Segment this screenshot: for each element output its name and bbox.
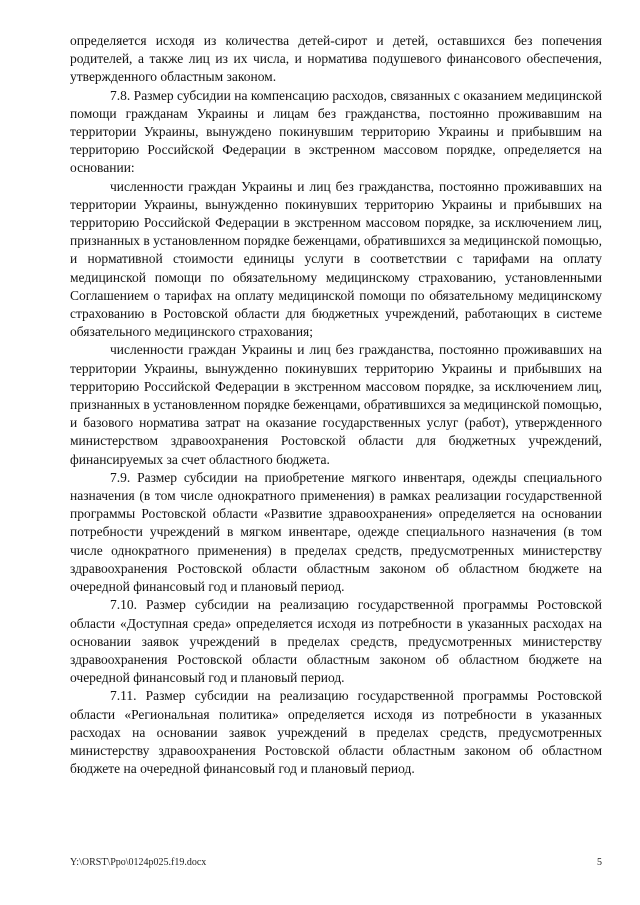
paragraph-continuation: определяется исходя из количества детей-сирот и детей, оставшихся без попечения родителей, а также лиц из их числа, и норматива подушевого финансового обеспечения, утвержденного областным законом. <box>70 33 602 85</box>
paragraph-7-9: 7.9. Размер субсидии на приобретение мягкого инвентаря, одежды специального назначения (в том числе однократного применения) в рамках реализации государственной программы Ростовской области «Развитие здравоохранения» определяется на основании потребности учреждений в мягком инвентаре, одежде специального назначения (в том числе однократного применения) в пределах средств, предусмотренных министерству здравоохранения Ростовской области областным законом об областном бюджете на очередной финансовый год и плановый период. <box>70 469 602 595</box>
paragraph-7-8: 7.8. Размер субсидии на компенсацию расходов, связанных с оказанием медицинской помощи гражданам Украины и лицам без гражданства, постоянно проживавшим на территории Украины, вынуждено покинувшим территорию Украины и прибывшим на территорию Российской Федерации в экстренном массовом порядке, определяется на основании: <box>70 87 602 176</box>
document-body <box>70 32 602 778</box>
paragraph-7-10: 7.10. Размер субсидии на реализацию государственной программы Ростовской области «Доступная среда» определяется исходя из потребности в указанных расходах на основании заявок учреждений в пределах средств, предусмотренных министерству здравоохранения Ростовской области областным законом об областном бюджете на очередной финансовый год и плановый период. <box>70 597 602 686</box>
paragraph-7-11: 7.11. Размер субсидии на реализацию государственной программы Ростовской области «Региональная политика» определяется исходя из потребности в указанных расходах на основании заявок учреждений в пределах средств, предусмотренных министерству здравоохранения Ростовской области областным законом об областном бюджете на очередной финансовый год и плановый период. <box>70 688 602 777</box>
file-path: Y:\ORST\Ppo\0124p025.f19.docx <box>70 857 207 868</box>
paragraph-basis-normative: численности граждан Украины и лиц без гражданства, постоянно проживавших на территории Украины, вынужденно покинувших территорию Украины и прибывших на территорию Российской Федерации в экстренном массовом порядке, за исключением лиц, признанных в установленном порядке беженцами, обратившихся за медицинской помощью, и базового норматива затрат на оказание государственных услуг (работ), утвержденного министерством здравоохранения Ростовской области для бюджетных учреждений, финансируемых за счет областного бюджета. <box>70 342 603 467</box>
page-number: 5 <box>597 857 602 868</box>
paragraph-basis-tariffs: численности граждан Украины и лиц без гражданства, постоянно проживавших на территории Украины, вынужденно покинувших территорию Украины и прибывших на территорию Российской Федерации в экстренном массовом порядке, за исключением лиц, признанных в установленном порядке беженцами, обратившихся за медицинской помощью, и нормативной стоимости единицы услуги в соответствии с тарифами на оплату медицинской помощи по обязательному медицинскому страхованию, установленными Соглашением о тарифах на оплату медицинской помощи по обязательному медицинскому страхованию в Ростовской области для бюджетных учреждений, работающих в системе обязательного медицинского страхования; <box>70 178 603 340</box>
